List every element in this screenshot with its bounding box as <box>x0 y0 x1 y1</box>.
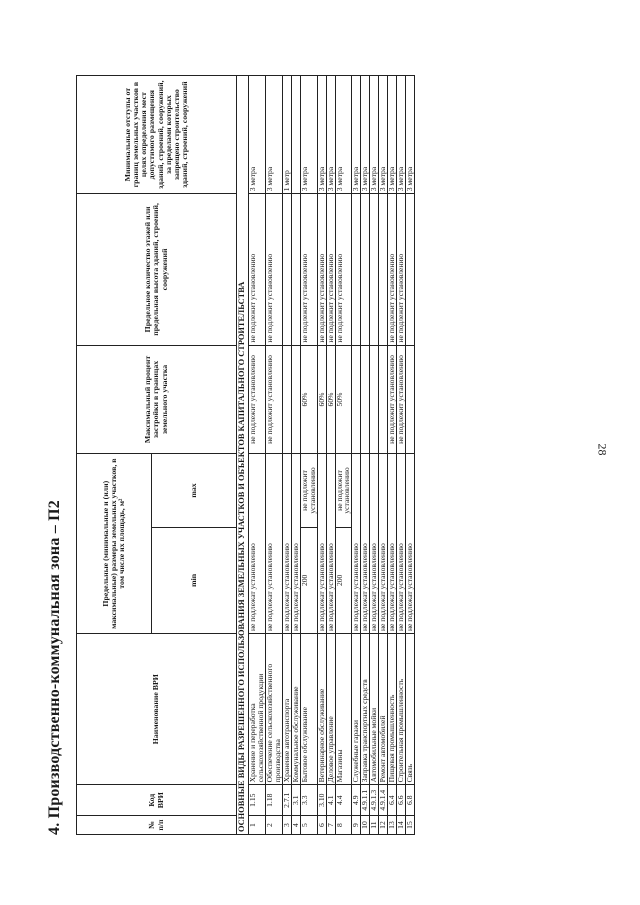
cell-percent: 50% <box>335 345 352 454</box>
cell-min: не подлежат установлению <box>388 454 397 634</box>
cell-num: 6 <box>317 816 326 835</box>
cell-name: Деловое управление <box>326 634 335 785</box>
cell-setback: 3 метра <box>370 76 379 194</box>
cell-percent: не подлежит установлению <box>388 345 397 454</box>
cell-floors: не подлежит установлению <box>265 194 282 345</box>
header-num: № п/п <box>77 816 237 835</box>
cell-min: не подлежат установлению <box>317 454 326 634</box>
cell-floors: не подлежит установлению <box>335 194 352 345</box>
cell-code: 6.8 <box>406 785 415 816</box>
cell-name: Обеспечение сельскохозяйственного производства <box>265 634 282 785</box>
cell-setback: 3 метра <box>326 76 335 194</box>
cell-code: 6.6 <box>397 785 406 816</box>
cell-percent <box>370 345 379 454</box>
cell-setback: 3 метра <box>388 76 397 194</box>
cell-num: 4 <box>291 816 300 835</box>
cell-name: Бытовое обслуживание <box>300 634 317 785</box>
cell-name: Хранение автотранспорта <box>282 634 291 785</box>
cell-num: 9 <box>352 816 361 835</box>
table-row <box>300 76 317 835</box>
cell-code: 3.1 <box>291 785 300 816</box>
cell-percent <box>282 345 291 454</box>
cell-code: 3.10 <box>317 785 326 816</box>
cell-min: не подлежат установлению <box>379 454 388 634</box>
cell-setback: 3 метра <box>317 76 326 194</box>
cell-code: 4.4 <box>335 785 352 816</box>
cell-code: 1.15 <box>248 785 265 816</box>
cell-percent <box>291 345 300 454</box>
cell-min: не подлежат установлению <box>406 454 415 634</box>
cell-percent: 60% <box>326 345 335 454</box>
header-name: Наименование ВРИ <box>77 634 237 785</box>
cell-num: 13 <box>388 816 397 835</box>
cell-num: 11 <box>370 816 379 835</box>
cell-min: не подлежат установлению <box>370 454 379 634</box>
cell-percent: 60% <box>300 345 317 454</box>
cell-setback: 3 метра <box>265 76 282 194</box>
header-floors: Предельное количество этажей или предельная высота зданий, строений, сооружений <box>77 194 237 345</box>
cell-name: Автомобильные мойки <box>370 634 379 785</box>
cell-floors: не подлежит установлению <box>317 194 326 345</box>
cell-percent: не подлежит установлению <box>397 345 406 454</box>
cell-setback: 3 метра <box>300 76 317 194</box>
cell-min: не подлежат установлению <box>291 454 300 634</box>
cell-percent: не подлежит установлению <box>265 345 282 454</box>
cell-percent <box>352 345 361 454</box>
cell-max: не подлежит установлению <box>300 454 317 527</box>
cell-floors <box>352 194 361 345</box>
cell-num: 8 <box>335 816 352 835</box>
cell-floors <box>282 194 291 345</box>
cell-floors: не подлежит установлению <box>300 194 317 345</box>
cell-min: не подлежат установлению <box>352 454 361 634</box>
header-sizes: Предельные (минимальные и (или) максимальные) размеры земельных участков, в том числе их площадь, м² <box>77 454 152 634</box>
cell-min: не подлежат установлению <box>282 454 291 634</box>
header-setback: Минимальные отступы от границ земельных участков в целях определения мест допустимого размещения зданий, строений, сооружений, за пределами которых запрещено строительство зданий, строений, сооружений <box>77 76 237 194</box>
table-row <box>291 76 300 835</box>
cell-num: 15 <box>406 816 415 835</box>
header-code: Код ВРИ <box>77 785 237 816</box>
cell-min: 200 <box>335 527 352 633</box>
cell-code: 4.9.1.3 <box>370 785 379 816</box>
page-title: 4. Производственно-коммунальная зона – П2 <box>46 500 63 835</box>
cell-name: Ремонт автомобилей <box>379 634 388 785</box>
cell-num: 1 <box>248 816 265 835</box>
cell-percent: не подлежит установлению <box>248 345 265 454</box>
cell-floors: не подлежит установлению <box>388 194 397 345</box>
cell-max: не подлежит установлению <box>335 454 352 527</box>
cell-setback: 3 метра <box>248 76 265 194</box>
table-row <box>265 76 282 835</box>
header-percent: Максимальный процент застройки в границах земельного участка <box>77 345 237 454</box>
cell-name: Коммунальное обслуживание <box>291 634 300 785</box>
cell-name: Магазины <box>335 634 352 785</box>
cell-code: 4.9.1.4 <box>379 785 388 816</box>
cell-code: 4.9.1.1 <box>361 785 370 816</box>
cell-min: не подлежат установлению <box>248 454 265 634</box>
cell-num: 2 <box>265 816 282 835</box>
cell-num: 5 <box>300 816 317 835</box>
cell-name: Ветеринарное обслуживание <box>317 634 326 785</box>
cell-min: не подлежат установлению <box>326 454 335 634</box>
cell-percent: 60% <box>317 345 326 454</box>
cell-floors: не подлежит установлению <box>248 194 265 345</box>
cell-setback: 3 метра <box>379 76 388 194</box>
zone-table <box>76 75 415 835</box>
cell-min: не подлежат установлению <box>265 454 282 634</box>
cell-num: 14 <box>397 816 406 835</box>
cell-min: не подлежат установлению <box>397 454 406 634</box>
cell-percent <box>361 345 370 454</box>
cell-code: 4.1 <box>326 785 335 816</box>
cell-num: 7 <box>326 816 335 835</box>
table-row <box>335 76 352 835</box>
table-row <box>282 76 291 835</box>
cell-setback: 3 метра <box>397 76 406 194</box>
cell-setback: 1 метр <box>282 76 291 194</box>
cell-floors: не подлежит установлению <box>326 194 335 345</box>
cell-min: не подлежат установлению <box>361 454 370 634</box>
header-max: max <box>152 454 237 527</box>
section-title: ОСНОВНЫЕ ВИДЫ РАЗРЕШЕННОГО ИСПОЛЬЗОВАНИЯ ЗЕМЕЛЬНЫХ УЧАСТКОВ И ОБЪЕКТОВ КАПИТАЛЬНОГО СТРОИТЕЛЬСТВА <box>237 76 249 835</box>
cell-code: 2.7.1 <box>282 785 291 816</box>
table-row <box>317 76 326 835</box>
cell-code: 6.4 <box>388 785 397 816</box>
header-min: min <box>152 527 237 633</box>
cell-code: 1.18 <box>265 785 282 816</box>
table-row <box>248 76 265 835</box>
cell-num: 10 <box>361 816 370 835</box>
cell-name: Служебные гаражи <box>352 634 361 785</box>
table-row <box>326 76 335 835</box>
cell-min: 200 <box>300 527 317 633</box>
cell-code: 4.9 <box>352 785 361 816</box>
cell-setback: 3 метра <box>352 76 361 194</box>
cell-floors <box>370 194 379 345</box>
cell-name: Заправка транспортных средств <box>361 634 370 785</box>
cell-num: 3 <box>282 816 291 835</box>
cell-setback <box>291 76 300 194</box>
cell-setback: 3 метра <box>406 76 415 194</box>
cell-floors <box>361 194 370 345</box>
rotated-page <box>40 45 600 845</box>
cell-name: Хранение и переработка сельскохозяйственной продукции <box>248 634 265 785</box>
page-number: 28 <box>595 443 610 456</box>
cell-name: Пищевая промышленность <box>388 634 397 785</box>
cell-floors <box>291 194 300 345</box>
table-row <box>406 76 415 835</box>
cell-name: Связь <box>406 634 415 785</box>
cell-code: 3.3 <box>300 785 317 816</box>
cell-floors: не подлежит установлению <box>397 194 406 345</box>
cell-setback: 3 метра <box>361 76 370 194</box>
cell-num: 12 <box>379 816 388 835</box>
cell-percent <box>406 345 415 454</box>
cell-setback: 3 метра <box>335 76 352 194</box>
cell-name: Строительная промышленность <box>397 634 406 785</box>
cell-floors <box>406 194 415 345</box>
